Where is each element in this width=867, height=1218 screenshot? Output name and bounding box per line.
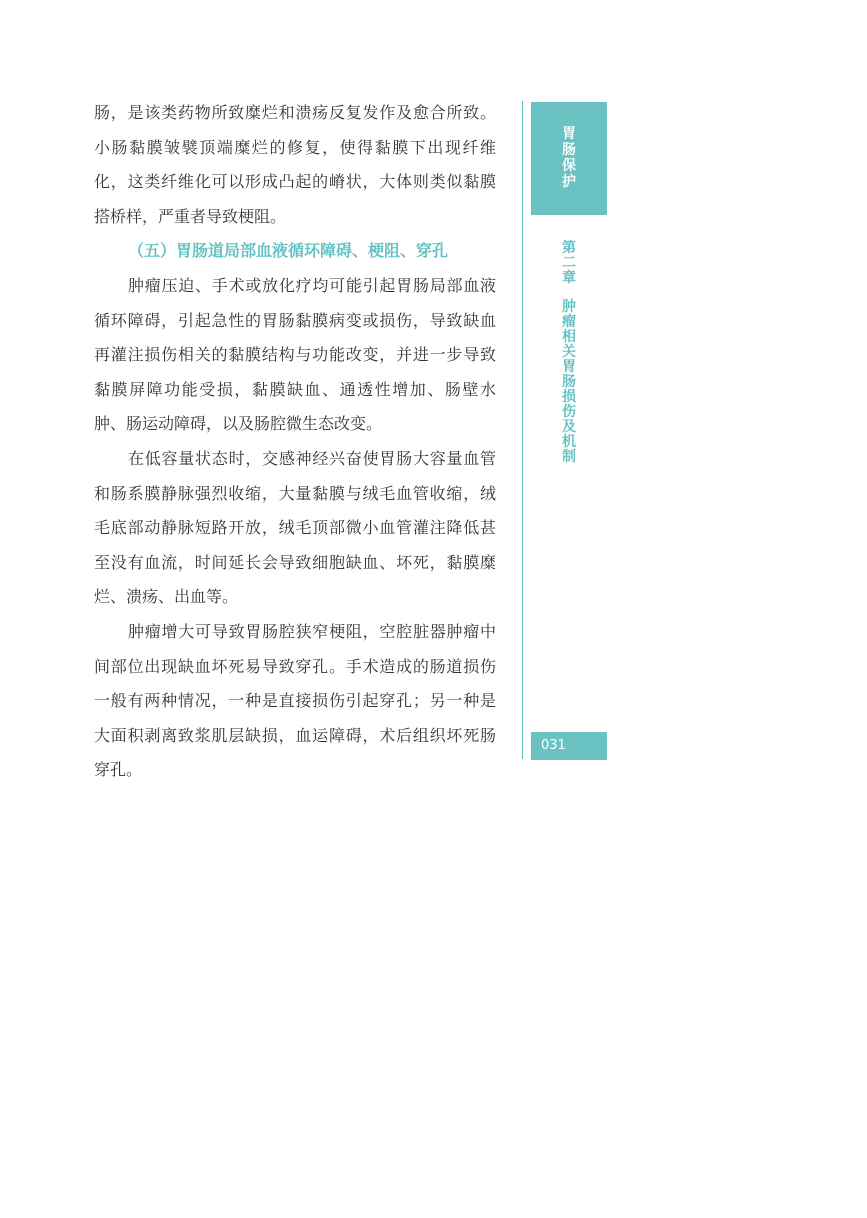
text-line: 搭桥样，严重者导致梗阻。 (94, 206, 287, 226)
text-line: 化，这类纤维化可以形成凸起的嵴状，大体则类似黏膜 (94, 172, 496, 192)
text-line: 间部位出现缺血坏死易导致穿孔。手术造成的肠道损伤 (94, 656, 496, 676)
chapter-gap (531, 286, 607, 300)
section-heading: （五）胃肠道局部血液循环障碍、梗阻、穿孔 (128, 241, 449, 261)
text-line: 肿瘤压迫、手术或放化疗均可能引起胃肠局部血液 (128, 275, 496, 295)
chapter-label (531, 241, 607, 465)
chapter-number-char: 章 (562, 270, 576, 286)
chapter-title-char: 肿 (562, 299, 576, 315)
book-title-label (531, 126, 607, 190)
text-line: 小肠黏膜皱襞顶端糜烂的修复，使得黏膜下出现纤维 (94, 137, 496, 157)
chapter-title-char: 机 (562, 434, 576, 450)
text-line: 烂、溃疡、出血等。 (94, 587, 239, 607)
text-line: 穿孔。 (94, 760, 143, 780)
book-title-char: 保 (562, 158, 576, 174)
chapter-title-char: 胃 (562, 359, 576, 375)
chapter-title-char: 相 (562, 329, 576, 345)
chapter-number-char: 第 (562, 240, 576, 256)
chapter-title-char: 损 (562, 389, 576, 405)
page-number: 031 (541, 738, 566, 753)
book-title-char: 胃 (562, 126, 576, 142)
chapter-title-char: 瘤 (562, 314, 576, 330)
text-line: 和肠系膜静脉强烈收缩，大量黏膜与绒毛血管收缩，绒 (94, 483, 496, 503)
book-title-char: 肠 (562, 142, 576, 158)
text-line: 一般有两种情况，一种是直接损伤引起穿孔；另一种是 (94, 691, 496, 711)
text-line: 肿瘤增大可导致胃肠腔狭窄梗阻，空腔脏器肿瘤中 (128, 621, 496, 641)
text-line: 毛底部动静脉短路开放，绒毛顶部微小血管灌注降低甚 (94, 518, 496, 538)
text-line: 循环障碍，引起急性的胃肠黏膜病变或损伤，导致缺血 (94, 310, 496, 330)
text-line: 在低容量状态时，交感神经兴奋使胃肠大容量血管 (128, 448, 496, 468)
text-line: 至没有血流，时间延长会导致细胞缺血、坏死，黏膜糜 (94, 552, 496, 572)
text-line: 肠，是该类药物所致糜烂和溃疡反复发作及愈合所致。 (94, 103, 496, 122)
text-line: 再灌注损伤相关的黏膜结构与功能改变，并进一步导致 (94, 345, 496, 365)
chapter-title-char: 关 (562, 344, 576, 360)
page-number-badge (531, 732, 607, 760)
text-line: 肿、肠运动障碍，以及肠腔微生态改变。 (94, 414, 383, 434)
chapter-title-char: 伤 (562, 404, 576, 420)
body-text (94, 96, 496, 788)
chapter-title-char: 及 (562, 419, 576, 435)
chapter-title-char: 制 (562, 449, 576, 465)
book-title-char: 护 (562, 174, 576, 190)
text-line: 黏膜屏障功能受损，黏膜缺血、通透性增加、肠壁水 (94, 379, 496, 399)
chapter-number-char: 二 (562, 255, 576, 271)
chapter-title-char: 肠 (562, 374, 576, 390)
text-line: 大面积剥离致浆肌层缺损，血运障碍，术后组织坏死肠 (94, 725, 496, 745)
column-divider (522, 101, 523, 759)
